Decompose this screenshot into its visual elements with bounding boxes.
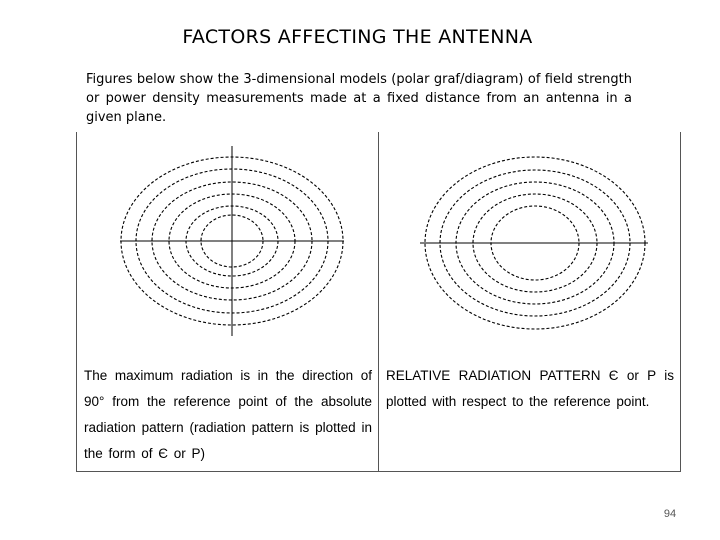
absolute-radiation-pattern-diagram [120,140,346,352]
intro-paragraph: Figures below show the 3-dimensional models (polar graf/diagram) of field strength or power density measurements made at a fixed distance from an antenna in a given plane. [86,72,632,125]
figure-divider [378,132,379,471]
page-title: FACTORS AFFECTING THE ANTENNA [182,26,533,48]
page-number: 94 [663,508,677,520]
absolute-pattern-caption: The maximum radiation is in the direction of 90° from the reference point of the absolute radiation pattern (radiation pattern is plotted in the form of Є or P) [84,368,372,461]
relative-radiation-pattern-diagram [420,140,650,352]
relative-pattern-caption: RELATIVE RADIATION PATTERN Є or P is plotted with respect to the reference point. [386,368,674,409]
